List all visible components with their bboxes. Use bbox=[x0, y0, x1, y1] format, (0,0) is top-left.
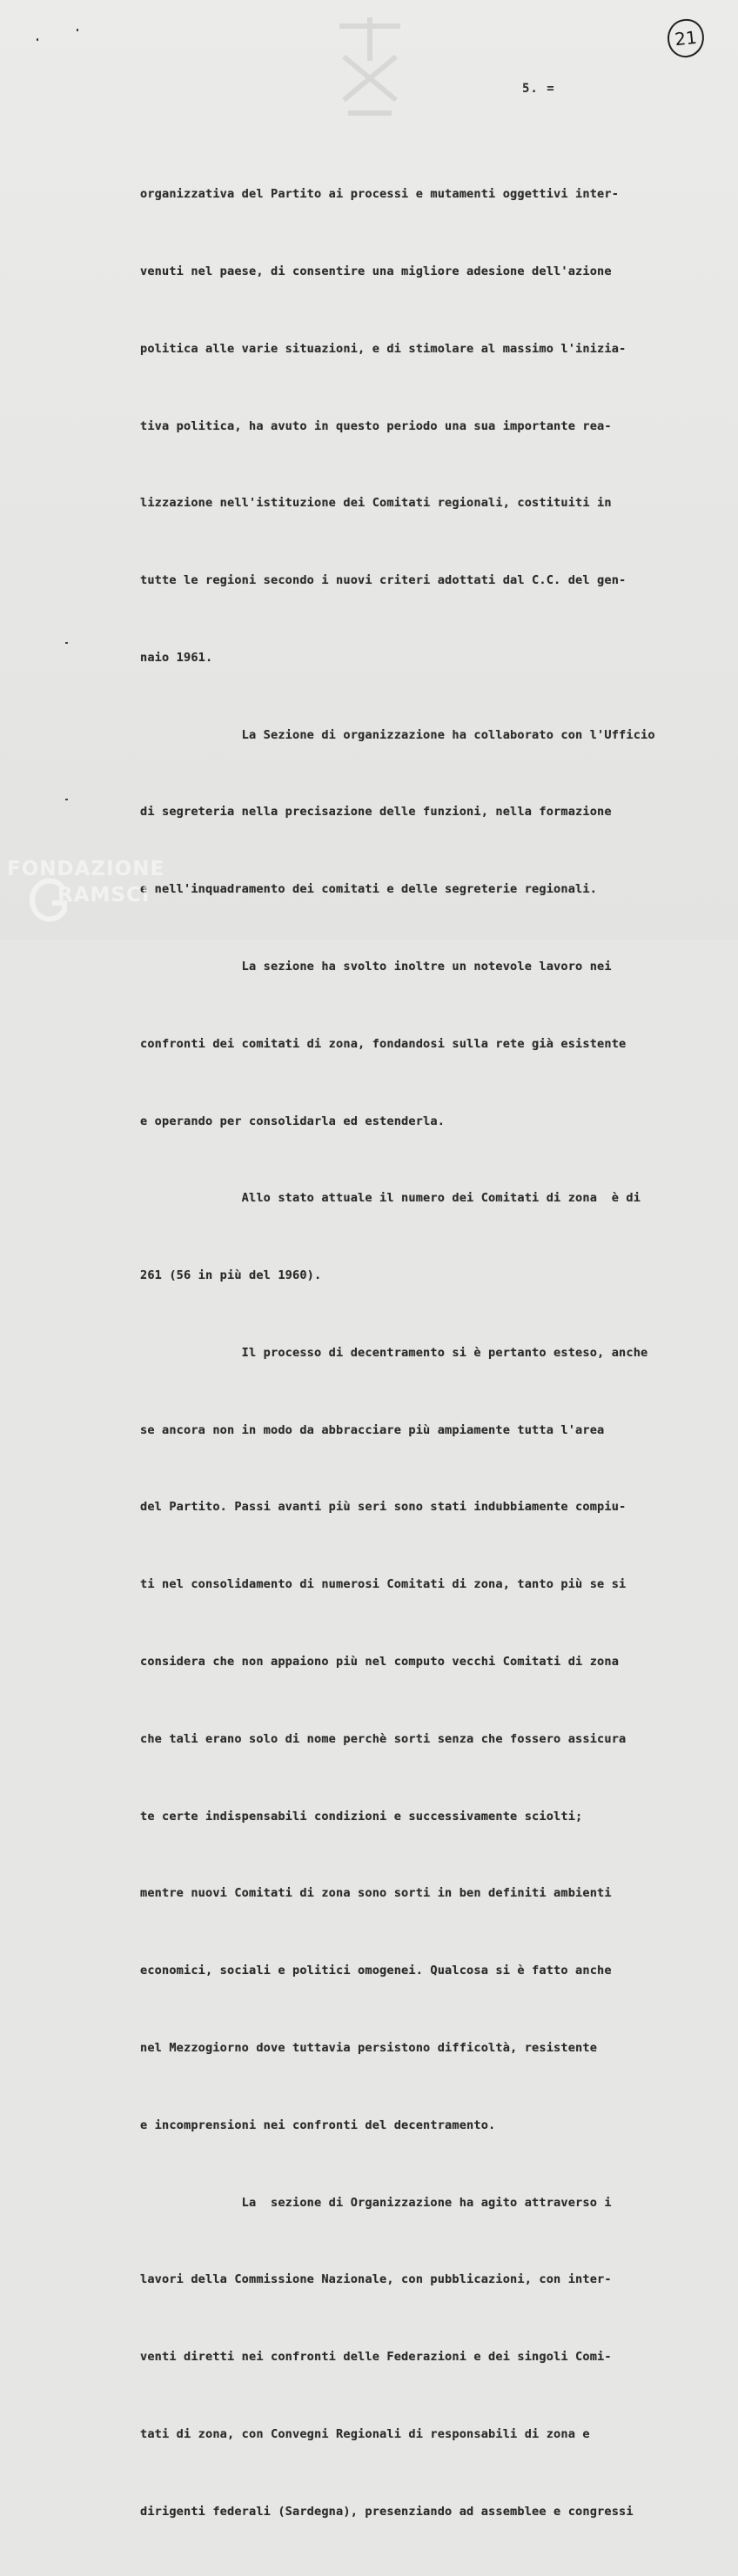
text-line: La sezione di Organizzazione ha agito attraverso i bbox=[140, 2195, 612, 2210]
text-line: tutte le regioni secondo i nuovi criteri adottati dal C.C. del gen- bbox=[140, 573, 627, 588]
text-line: mentre nuovi Comitati di zona sono sorti in ben definiti ambienti bbox=[140, 1886, 612, 1901]
watermark bbox=[7, 858, 190, 936]
text-line: venti diretti nei confronti delle Federazioni e dei singoli Comi- bbox=[140, 2350, 612, 2365]
text-line: confronti dei comitati di zona, fondandosi sulla rete già esistente bbox=[140, 1036, 627, 1051]
page-number: 5. = bbox=[522, 82, 555, 96]
speck-mark bbox=[37, 38, 38, 41]
text-line: del Partito. Passi avanti più seri sono stati indubbiamente compiu- bbox=[140, 1500, 627, 1515]
text-line: La sezione ha svolto inoltre un notevole lavoro nei bbox=[140, 960, 612, 974]
bleed-through-emblem-icon bbox=[331, 9, 409, 130]
text-line: tati di zona, con Convegni Regionali di responsabili di zona e bbox=[140, 2426, 590, 2441]
text-line: venuti nel paese, di consentire una migliore adesione dell'azione bbox=[140, 264, 612, 278]
text-line: tiva politica, ha avuto in questo periodo una sua importante rea- bbox=[140, 418, 612, 433]
text-line: che tali erano solo di nome perchè sorti senza che fossero assicura bbox=[140, 1731, 627, 1746]
body-text bbox=[140, 130, 732, 2576]
watermark-line-2: RAMSCI bbox=[57, 884, 151, 907]
text-line: 261 (56 in più del 1960). bbox=[140, 1268, 322, 1283]
text-line: te certe indispensabili condizioni e successivamente sciolti; bbox=[140, 1809, 583, 1823]
text-line: organizzativa del Partito ai processi e mutamenti oggettivi inter- bbox=[140, 187, 620, 202]
text-line: lavori della Commissione Nazionale, con pubblicazioni, con inter- bbox=[140, 2272, 612, 2287]
archive-number: 21 bbox=[674, 26, 698, 50]
archive-number-stamp bbox=[666, 17, 706, 59]
text-line: ti nel consolidamento di numerosi Comitati di zona, tanto più se si bbox=[140, 1577, 627, 1592]
text-line: nel Mezzogiorno dove tuttavia persistono difficoltà, resistente bbox=[140, 2040, 598, 2055]
text-line: naio 1961. bbox=[140, 650, 213, 665]
margin-tick bbox=[65, 799, 68, 800]
text-line: La Sezione di organizzazione ha collaborato con l'Ufficio bbox=[140, 727, 655, 742]
text-line: e nell'inquadramento dei comitati e delle segreterie regionali. bbox=[140, 882, 598, 897]
text-line: politica alle varie situazioni, e di stimolare al massimo l'inizia- bbox=[140, 341, 627, 356]
text-line: economici, sociali e politici omogenei. Qualcosa si è fatto anche bbox=[140, 1964, 612, 1978]
speck-mark bbox=[77, 29, 78, 31]
text-line: e operando per consolidarla ed estenderla. bbox=[140, 1114, 446, 1128]
watermark-line-1: FONDAZIONE bbox=[7, 858, 165, 880]
text-line: di segreteria nella precisazione delle funzioni, nella formazione bbox=[140, 805, 612, 820]
text-line: e incomprensioni nei confronti del decentramento. bbox=[140, 2118, 496, 2132]
margin-tick bbox=[65, 642, 68, 644]
text-line: se ancora non in modo da abbracciare più ampiamente tutta l'area bbox=[140, 1422, 605, 1437]
text-line: lizzazione nell'istituzione dei Comitati regionali, costituiti in bbox=[140, 496, 612, 511]
text-line: dirigenti federali (Sardegna), presenziando ad assemblee e congressi bbox=[140, 2504, 634, 2519]
text-line: Allo stato attuale il numero dei Comitati di zona è di bbox=[140, 1191, 641, 1206]
text-line: Il processo di decentramento si è pertanto esteso, anche bbox=[140, 1345, 648, 1360]
text-line: considera che non appaiono più nel computo vecchi Comitati di zona bbox=[140, 1655, 620, 1669]
